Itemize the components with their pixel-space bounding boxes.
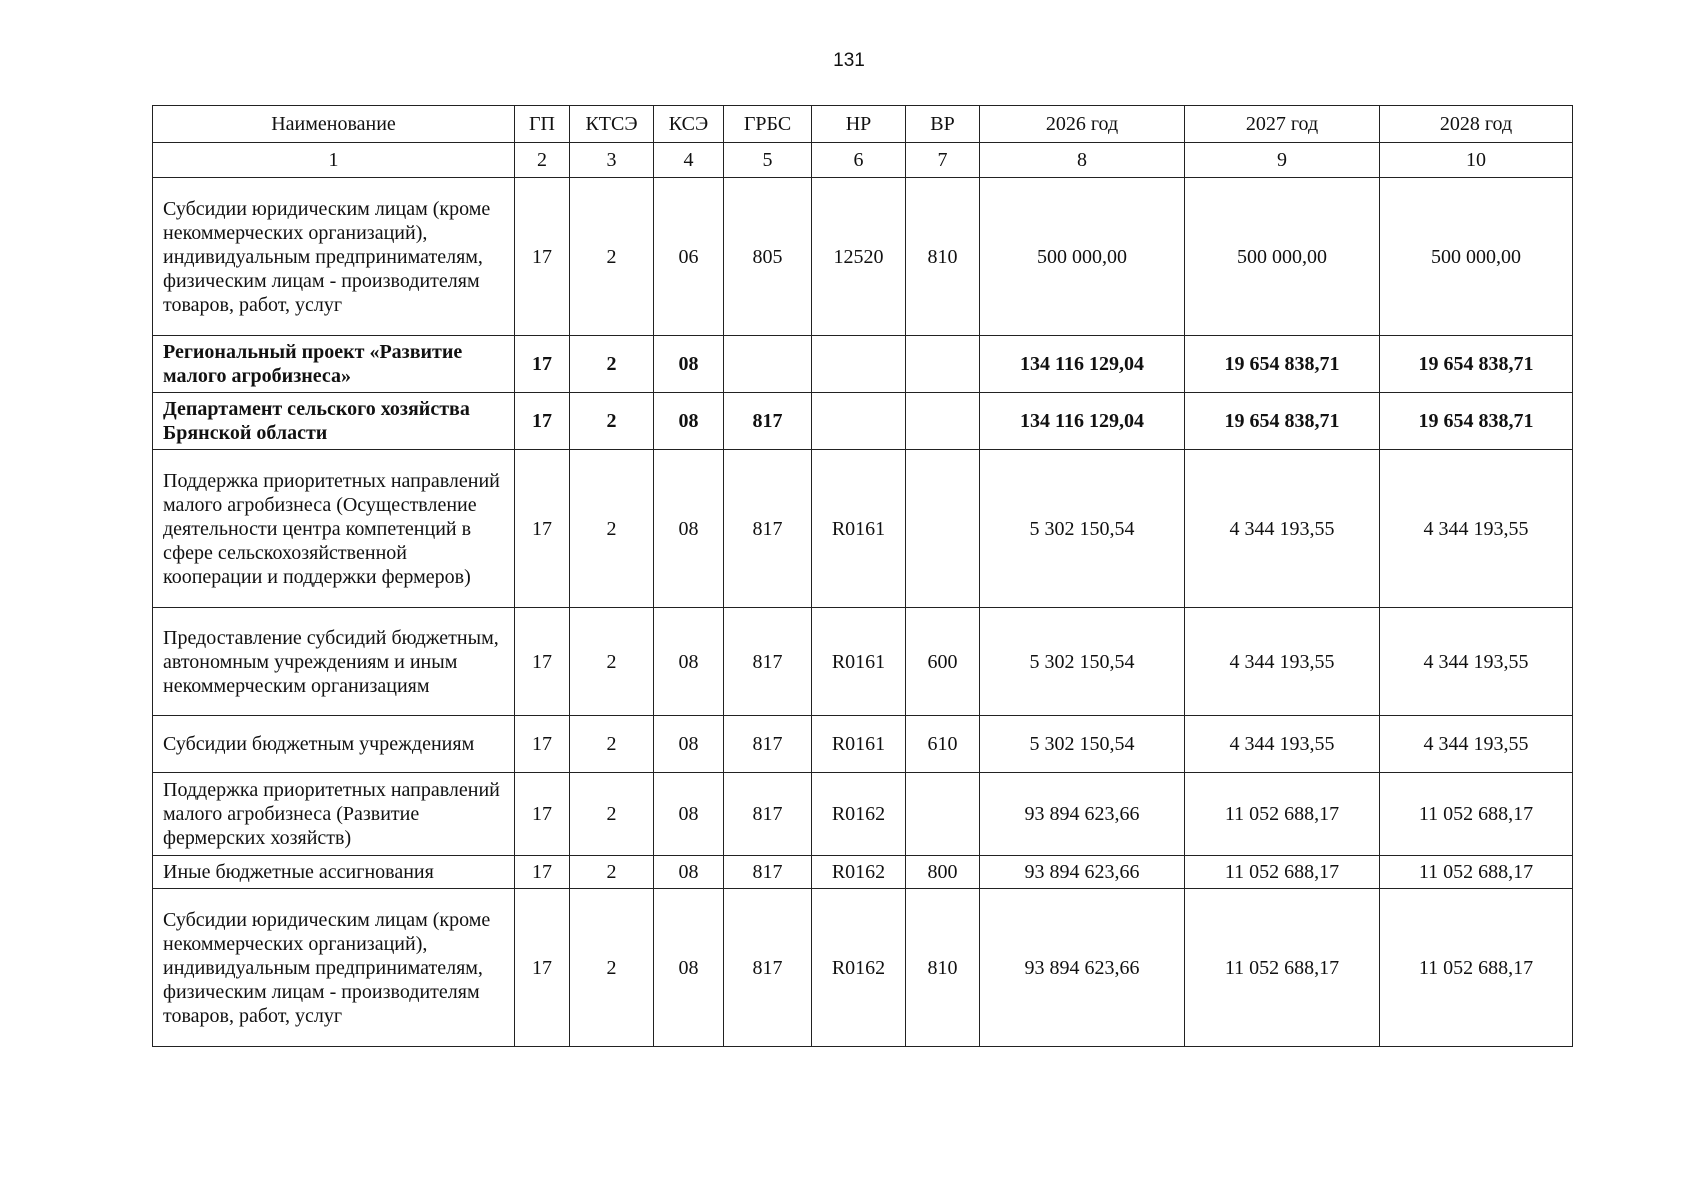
header-2027: 2027 год <box>1185 106 1380 143</box>
cell-gp: 17 <box>515 716 570 773</box>
cell-name: Предоставление субсидий бюджетным, автономным учреждениям и иным некоммерческим организациям <box>153 608 515 716</box>
cell-kse: 08 <box>654 773 724 856</box>
cell-nr <box>812 393 906 450</box>
cell-grbs: 817 <box>724 716 812 773</box>
cell-ktse: 2 <box>570 773 654 856</box>
cell-gp: 17 <box>515 336 570 393</box>
cell-nr: R0162 <box>812 889 906 1047</box>
cell-vr: 810 <box>906 889 980 1047</box>
budget-table <box>152 105 1573 1047</box>
cell-grbs: 817 <box>724 856 812 889</box>
cell-2028: 19 654 838,71 <box>1380 336 1573 393</box>
table-row <box>153 856 1573 889</box>
cell-name: Департамент сельского хозяйства Брянской области <box>153 393 515 450</box>
cell-2027: 11 052 688,17 <box>1185 773 1380 856</box>
header-kse: КСЭ <box>654 106 724 143</box>
cell-nr: R0162 <box>812 856 906 889</box>
cell-2026: 5 302 150,54 <box>980 608 1185 716</box>
column-number-row <box>153 143 1573 178</box>
table-row <box>153 336 1573 393</box>
cell-2026: 5 302 150,54 <box>980 716 1185 773</box>
cell-2028: 4 344 193,55 <box>1380 608 1573 716</box>
cell-2027: 19 654 838,71 <box>1185 393 1380 450</box>
cell-name: Иные бюджетные ассигнования <box>153 856 515 889</box>
cell-vr <box>906 450 980 608</box>
cell-name: Региональный проект «Развитие малого агробизнеса» <box>153 336 515 393</box>
page-number: 131 <box>833 50 865 71</box>
cell-2027: 4 344 193,55 <box>1185 716 1380 773</box>
cell-2026: 134 116 129,04 <box>980 393 1185 450</box>
table-row <box>153 608 1573 716</box>
cell-nr: R0161 <box>812 716 906 773</box>
cell-nr: 12520 <box>812 178 906 336</box>
cell-gp: 17 <box>515 178 570 336</box>
cell-2026: 93 894 623,66 <box>980 856 1185 889</box>
table-row <box>153 773 1573 856</box>
cell-nr: R0161 <box>812 608 906 716</box>
table-row <box>153 450 1573 608</box>
header-2028: 2028 год <box>1380 106 1573 143</box>
cell-2027: 11 052 688,17 <box>1185 889 1380 1047</box>
cell-nr <box>812 336 906 393</box>
cell-vr <box>906 393 980 450</box>
cell-2027: 500 000,00 <box>1185 178 1380 336</box>
cell-vr: 600 <box>906 608 980 716</box>
cell-gp: 17 <box>515 889 570 1047</box>
table-row <box>153 889 1573 1047</box>
header-row <box>153 106 1573 143</box>
header-gp: ГП <box>515 106 570 143</box>
cell-grbs <box>724 336 812 393</box>
cell-ktse: 2 <box>570 856 654 889</box>
cell-gp: 17 <box>515 773 570 856</box>
header-grbs: ГРБС <box>724 106 812 143</box>
cell-kse: 08 <box>654 608 724 716</box>
cell-2026: 500 000,00 <box>980 178 1185 336</box>
column-number: 2 <box>515 143 570 178</box>
cell-name: Субсидии юридическим лицам (кроме некоммерческих организаций), индивидуальным предпринимателям, физическим лицам - производителям товаров, работ, услуг <box>153 178 515 336</box>
column-number: 3 <box>570 143 654 178</box>
header-vr: ВР <box>906 106 980 143</box>
cell-kse: 08 <box>654 889 724 1047</box>
cell-name: Поддержка приоритетных направлений малого агробизнеса (Развитие фермерских хозяйств) <box>153 773 515 856</box>
table-body <box>153 178 1573 1047</box>
cell-2028: 11 052 688,17 <box>1380 856 1573 889</box>
cell-2026: 93 894 623,66 <box>980 889 1185 1047</box>
cell-2028: 4 344 193,55 <box>1380 450 1573 608</box>
cell-vr: 810 <box>906 178 980 336</box>
cell-kse: 06 <box>654 178 724 336</box>
cell-ktse: 2 <box>570 450 654 608</box>
cell-gp: 17 <box>515 393 570 450</box>
cell-grbs: 817 <box>724 393 812 450</box>
cell-ktse: 2 <box>570 178 654 336</box>
cell-vr <box>906 773 980 856</box>
cell-2027: 19 654 838,71 <box>1185 336 1380 393</box>
cell-2026: 134 116 129,04 <box>980 336 1185 393</box>
column-number: 4 <box>654 143 724 178</box>
cell-name: Субсидии юридическим лицам (кроме некоммерческих организаций), индивидуальным предпринимателям, физическим лицам - производителям товаров, работ, услуг <box>153 889 515 1047</box>
cell-2028: 11 052 688,17 <box>1380 773 1573 856</box>
cell-kse: 08 <box>654 336 724 393</box>
cell-kse: 08 <box>654 450 724 608</box>
cell-gp: 17 <box>515 450 570 608</box>
cell-2027: 4 344 193,55 <box>1185 450 1380 608</box>
column-number: 6 <box>812 143 906 178</box>
cell-ktse: 2 <box>570 889 654 1047</box>
cell-2026: 5 302 150,54 <box>980 450 1185 608</box>
cell-ktse: 2 <box>570 716 654 773</box>
cell-2028: 19 654 838,71 <box>1380 393 1573 450</box>
cell-nr: R0161 <box>812 450 906 608</box>
cell-ktse: 2 <box>570 393 654 450</box>
cell-grbs: 817 <box>724 773 812 856</box>
cell-vr: 800 <box>906 856 980 889</box>
cell-ktse: 2 <box>570 608 654 716</box>
table-row <box>153 393 1573 450</box>
cell-name: Поддержка приоритетных направлений малого агробизнеса (Осуществление деятельности центра компетенций в сфере сельскохозяйственной кооперации и поддержки фермеров) <box>153 450 515 608</box>
cell-2027: 11 052 688,17 <box>1185 856 1380 889</box>
cell-gp: 17 <box>515 856 570 889</box>
cell-grbs: 817 <box>724 450 812 608</box>
cell-vr <box>906 336 980 393</box>
cell-2027: 4 344 193,55 <box>1185 608 1380 716</box>
cell-ktse: 2 <box>570 336 654 393</box>
cell-grbs: 805 <box>724 178 812 336</box>
cell-nr: R0162 <box>812 773 906 856</box>
table-row <box>153 178 1573 336</box>
cell-grbs: 817 <box>724 608 812 716</box>
column-number: 7 <box>906 143 980 178</box>
column-number: 9 <box>1185 143 1380 178</box>
header-nr: НР <box>812 106 906 143</box>
cell-name: Субсидии бюджетным учреждениям <box>153 716 515 773</box>
cell-2028: 11 052 688,17 <box>1380 889 1573 1047</box>
table-row <box>153 716 1573 773</box>
cell-kse: 08 <box>654 716 724 773</box>
cell-vr: 610 <box>906 716 980 773</box>
cell-grbs: 817 <box>724 889 812 1047</box>
cell-kse: 08 <box>654 856 724 889</box>
cell-gp: 17 <box>515 608 570 716</box>
cell-kse: 08 <box>654 393 724 450</box>
column-number: 1 <box>153 143 515 178</box>
column-number: 8 <box>980 143 1185 178</box>
cell-2026: 93 894 623,66 <box>980 773 1185 856</box>
header-name: Наименование <box>153 106 515 143</box>
cell-2028: 500 000,00 <box>1380 178 1573 336</box>
header-ktse: КТСЭ <box>570 106 654 143</box>
cell-2028: 4 344 193,55 <box>1380 716 1573 773</box>
column-number: 10 <box>1380 143 1573 178</box>
header-2026: 2026 год <box>980 106 1185 143</box>
column-number: 5 <box>724 143 812 178</box>
